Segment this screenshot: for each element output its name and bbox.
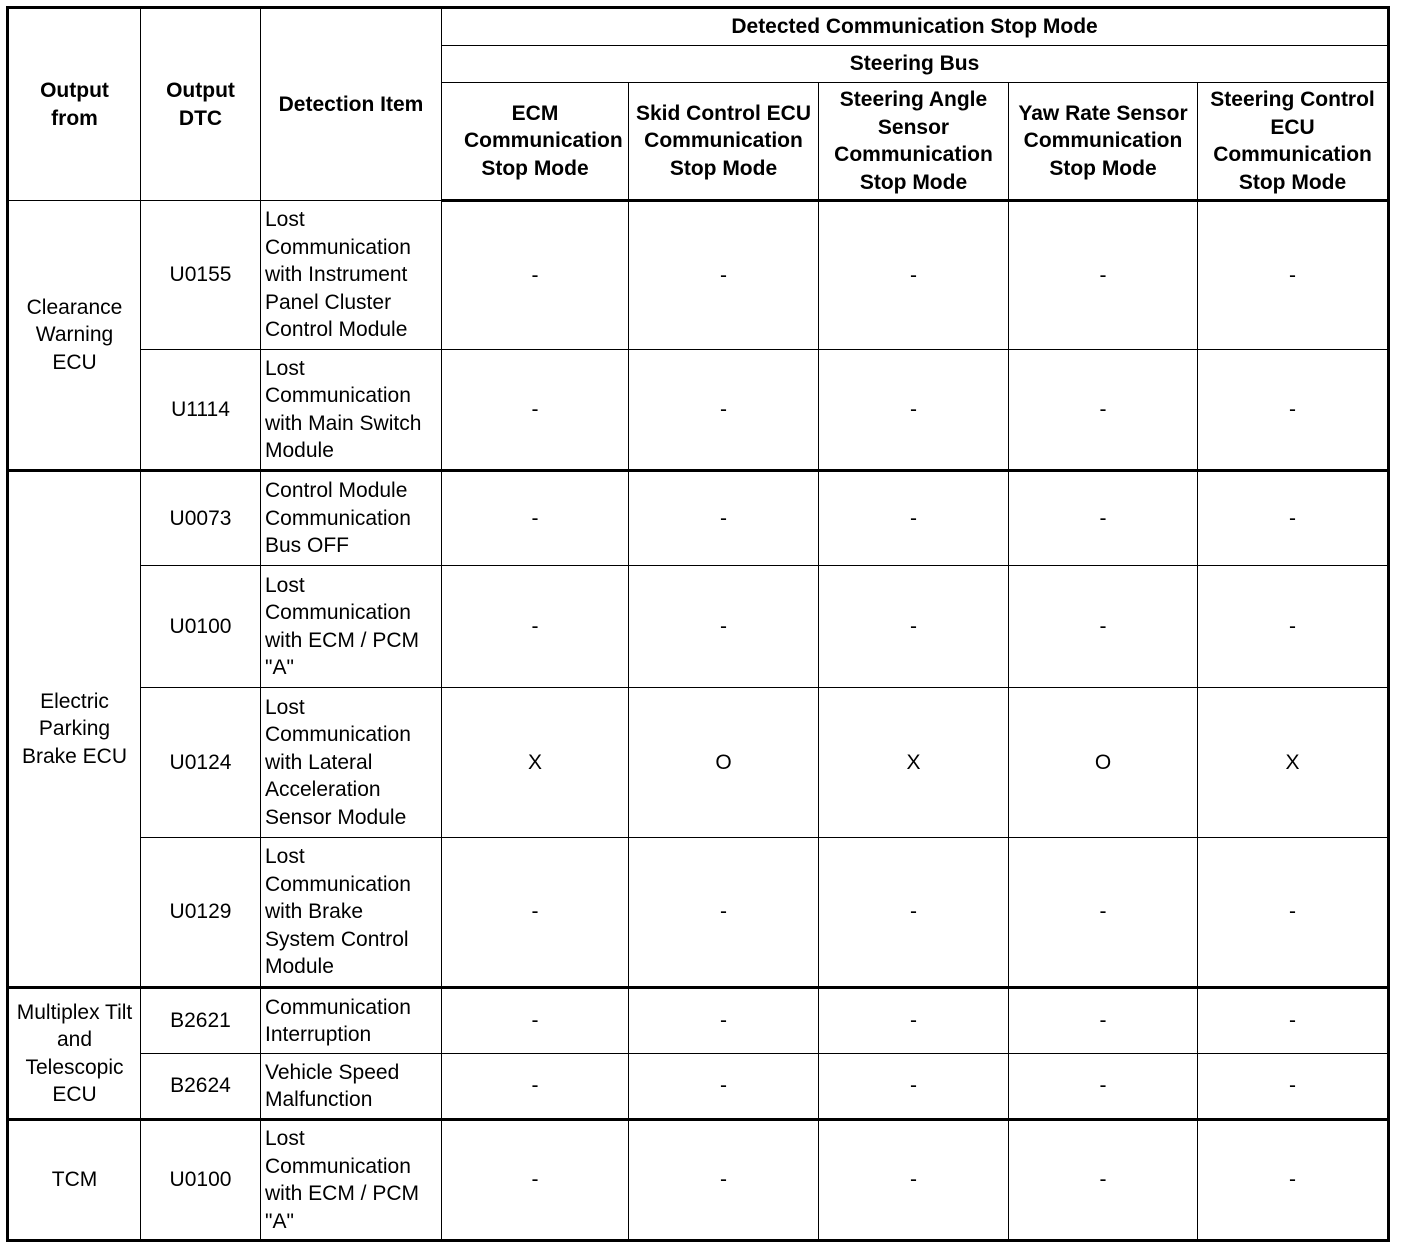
dtc-code-cell: B2624 xyxy=(141,1054,261,1120)
dtc-code-cell: U1114 xyxy=(141,350,261,471)
header-steering-bus: Steering Bus xyxy=(442,46,1389,83)
detection-item-cell: Communication Interruption xyxy=(261,988,442,1054)
mode-value-cell: - xyxy=(442,1054,629,1120)
dtc-code-cell: U0155 xyxy=(141,201,261,350)
mode-value-cell: - xyxy=(1198,1120,1389,1241)
detection-item-cell: Lost Communication with Lateral Acceleration Sensor Module xyxy=(261,688,442,838)
mode-value-cell: - xyxy=(629,350,819,471)
dtc-code-cell: U0129 xyxy=(141,838,261,988)
header-mode-steering-control: Steering Control ECU Communication Stop Mode xyxy=(1198,83,1389,201)
mode-value-cell: - xyxy=(629,566,819,688)
mode-value-cell: - xyxy=(819,201,1009,350)
mode-value-cell: - xyxy=(629,1054,819,1120)
table-row xyxy=(8,1054,1389,1120)
table-row xyxy=(8,471,1389,566)
mode-value-cell: - xyxy=(442,471,629,566)
mode-value-cell: - xyxy=(1009,471,1198,566)
output-from-cell: Electric Parking Brake ECU xyxy=(8,471,141,988)
table-row xyxy=(8,350,1389,471)
output-from-cell: Multiplex Tilt and Telescopic ECU xyxy=(8,988,141,1120)
mode-value-cell: - xyxy=(1009,350,1198,471)
mode-value-cell: - xyxy=(1009,201,1198,350)
mode-value-cell: - xyxy=(442,201,629,350)
table-row xyxy=(8,688,1389,838)
mode-value-cell: - xyxy=(442,1120,629,1241)
mode-value-cell: X xyxy=(442,688,629,838)
mode-value-cell: - xyxy=(629,201,819,350)
mode-value-cell: - xyxy=(819,471,1009,566)
dtc-table xyxy=(6,6,1390,1242)
mode-value-cell: - xyxy=(1198,350,1389,471)
mode-value-cell: - xyxy=(1198,566,1389,688)
mode-value-cell: - xyxy=(1198,201,1389,350)
header-mode-yaw-rate: Yaw Rate Sensor Communication Stop Mode xyxy=(1009,83,1198,201)
dtc-code-cell: B2621 xyxy=(141,988,261,1054)
mode-value-cell: - xyxy=(442,566,629,688)
header-mode-ecm: ECM Communication Stop Mode xyxy=(442,83,629,201)
header-mode-skid-control: Skid Control ECU Communication Stop Mode xyxy=(629,83,819,201)
table-row xyxy=(8,1120,1389,1241)
mode-value-cell: - xyxy=(629,838,819,988)
dtc-code-cell: U0100 xyxy=(141,1120,261,1241)
dtc-code-cell: U0124 xyxy=(141,688,261,838)
dtc-code-cell: U0073 xyxy=(141,471,261,566)
mode-value-cell: O xyxy=(1009,688,1198,838)
mode-value-cell: - xyxy=(1009,988,1198,1054)
detection-item-cell: Lost Communication with ECM / PCM "A" xyxy=(261,566,442,688)
mode-value-cell: - xyxy=(819,566,1009,688)
mode-value-cell: - xyxy=(629,471,819,566)
mode-value-cell: X xyxy=(1198,688,1389,838)
detection-item-cell: Control Module Communication Bus OFF xyxy=(261,471,442,566)
mode-value-cell: - xyxy=(629,988,819,1054)
dtc-code-cell: U0100 xyxy=(141,566,261,688)
table-row xyxy=(8,988,1389,1054)
detection-item-cell: Lost Communication with Brake System Control Module xyxy=(261,838,442,988)
header-detected-mode: Detected Communication Stop Mode xyxy=(442,8,1389,46)
mode-value-cell: - xyxy=(629,1120,819,1241)
mode-value-cell: - xyxy=(819,838,1009,988)
mode-value-cell: - xyxy=(442,838,629,988)
header-mode-steering-angle: Steering Angle Sensor Communication Stop Mode xyxy=(819,83,1009,201)
mode-value-cell: - xyxy=(819,988,1009,1054)
table-body xyxy=(8,201,1389,1241)
mode-value-cell: X xyxy=(819,688,1009,838)
mode-value-cell: - xyxy=(819,350,1009,471)
detection-item-cell: Lost Communication with ECM / PCM "A" xyxy=(261,1120,442,1241)
detection-item-cell: Vehicle Speed Malfunction xyxy=(261,1054,442,1120)
mode-value-cell: - xyxy=(819,1054,1009,1120)
mode-value-cell: - xyxy=(1198,1054,1389,1120)
mode-value-cell: - xyxy=(1009,1054,1198,1120)
header-output-from: Output from xyxy=(8,8,141,201)
mode-value-cell: - xyxy=(1009,1120,1198,1241)
detection-item-cell: Lost Communication with Main Switch Module xyxy=(261,350,442,471)
mode-value-cell: - xyxy=(1009,566,1198,688)
table-row xyxy=(8,566,1389,688)
mode-value-cell: - xyxy=(442,350,629,471)
mode-value-cell: - xyxy=(1009,838,1198,988)
mode-value-cell: - xyxy=(819,1120,1009,1241)
table-row xyxy=(8,201,1389,350)
mode-value-cell: - xyxy=(1198,838,1389,988)
header-output-dtc: Output DTC xyxy=(141,8,261,201)
detection-item-cell: Lost Communication with Instrument Panel Cluster Control Module xyxy=(261,201,442,350)
mode-value-cell: - xyxy=(442,988,629,1054)
table-row xyxy=(8,838,1389,988)
header-detection-item: Detection Item xyxy=(261,8,442,201)
mode-value-cell: - xyxy=(1198,988,1389,1054)
output-from-cell: TCM xyxy=(8,1120,141,1241)
mode-value-cell: - xyxy=(1198,471,1389,566)
output-from-cell: Clearance Warning ECU xyxy=(8,201,141,471)
mode-value-cell: O xyxy=(629,688,819,838)
